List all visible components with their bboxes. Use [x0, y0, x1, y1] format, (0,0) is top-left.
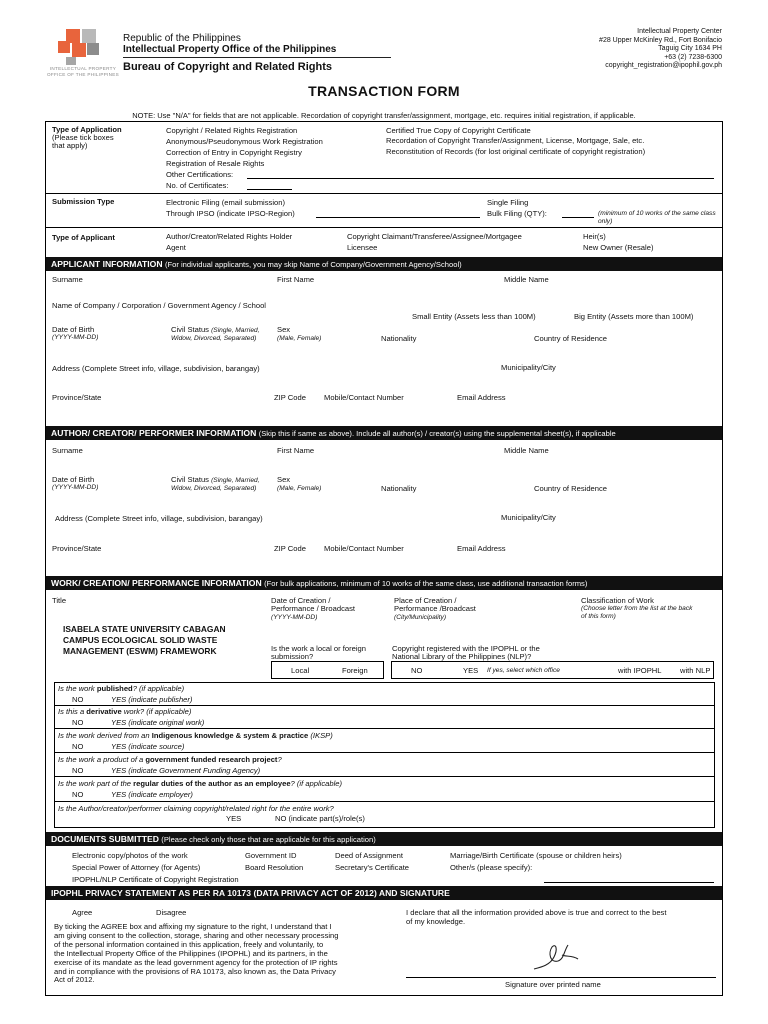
question-government-funded: Is the work a product of a government funded research project? [58, 755, 282, 764]
option-with-ipophl[interactable]: with IPOPHL [618, 666, 662, 675]
iksp-no[interactable]: NO [72, 742, 84, 751]
form-note: NOTE: Use "N/A" for fields that are not applicable. Recordation of copyright transfer/assignment, mortgage, etc. requires initial registration, if applicable. [132, 111, 636, 120]
entire-work-yes[interactable]: YES [226, 814, 242, 823]
author-civil-status: Civil Status (Single, Married, [171, 475, 260, 484]
government-no[interactable]: NO [72, 766, 84, 775]
applicant-middle-name-label: Middle Name [504, 275, 549, 284]
date-of-creation-label: Performance / Broadcast [271, 604, 355, 613]
applicant-sex-label: Sex [277, 325, 291, 334]
question-iksp: Is the work derived from an Indigenous knowledge & system & practice (IKSP) [58, 731, 333, 740]
option-through-ipso[interactable]: Through IPSO (indicate IPSO-Region) [166, 209, 295, 218]
author-civil-opts: Widow, Divorced, Separated) [171, 485, 257, 492]
doc-government-id[interactable]: Government ID [245, 851, 297, 860]
option-single-filing[interactable]: Single Filing [487, 198, 529, 207]
option-resale-rights[interactable]: Registration of Resale Rights [166, 159, 265, 168]
ipso-region-field[interactable] [316, 217, 480, 218]
option-licensee[interactable]: Licensee [347, 243, 378, 252]
date-of-creation-label: Date of Creation / [271, 596, 331, 605]
author-mobile-label: Mobile/Contact Number [324, 544, 404, 553]
applicant-municipality-label: Municipality/City [501, 363, 556, 372]
form-header [0, 0, 768, 110]
org-office: Intellectual Property Office of the Philippines [123, 44, 337, 55]
applicant-email-label: Email Address [457, 393, 506, 402]
author-nationality-label: Nationality [381, 484, 417, 493]
work-info-bar: WORK/ CREATION/ PERFORMANCE INFORMATION (For bulk applications, minimum of 10 works of the same class, use additional transaction forms) [46, 576, 722, 590]
applicant-country-label: Country of Residence [534, 334, 608, 343]
bulk-filing-note: (minimum of 10 works of the same class only) [598, 210, 716, 225]
applicant-province-label: Province/State [52, 393, 102, 402]
author-dob-format: (YYYY-MM-DD) [52, 484, 99, 491]
logo-caption: INTELLECTUAL PROPERTY OFFICE OF THE PHILIPPINES [47, 66, 119, 77]
question-entire-work: Is the Author/creator/performer claiming copyright/related right for the entire work? [58, 804, 334, 813]
registered-question: National Library of the Philippines (NLP)? [392, 652, 532, 661]
no-of-certificates-field[interactable] [247, 189, 292, 190]
question-derivative: Is this a derivative work? (if applicable) [58, 707, 192, 716]
author-first-name-label: First Name [277, 446, 315, 455]
option-author-holder[interactable]: Author/Creator/Related Rights Holder [166, 232, 293, 241]
doc-ipophl-nlp-cert[interactable]: IPOPHL/NLP Certificate of Copyright Registration [72, 875, 239, 884]
applicant-dob-format: (YYYY-MM-DD) [52, 334, 99, 341]
privacy-statement: By ticking the AGREE box and affixing my signature to the right, I understand that I am giving consent to the collection, storage, sharing and other necessary processing of the personal information contained in this application, freely and voluntarily, to the Intellectual Property Office of the Philippines (IPOPHL) and its partners, in the exercise of its mandate as the lead government agency for the protection of IP rights and in compliance with the provisions of RA 10173, also known as, the Data Privacy Act of 2012. [54, 922, 339, 985]
org-republic: Republic of the Philippines [123, 33, 241, 44]
applicant-info-bar: APPLICANT INFORMATION (For individual applicants, you may skip Name of Company/Government Agency/School) [46, 257, 722, 271]
doc-deed-of-assignment[interactable]: Deed of Assignment [335, 851, 403, 860]
classification-hint: (Choose letter from the list at the back [581, 605, 693, 612]
author-email-label: Email Address [457, 544, 506, 553]
option-recordation-transfer[interactable]: Recordation of Copyright Transfer/Assignment, License, Mortgage, Sale, etc. [386, 136, 645, 145]
application-type-hint: that apply) [52, 141, 88, 150]
registered-question: Copyright registered with the IPOPHL or the [392, 644, 540, 653]
application-type-hint: (Please tick boxes [52, 133, 114, 142]
applicant-first-name-label: First Name [277, 275, 315, 284]
option-copyright-registration[interactable]: Copyright / Related Rights Registration [166, 126, 298, 135]
classification-hint: of this form) [581, 613, 616, 620]
applicant-civil-opts: Widow, Divorced, Separated) [171, 335, 257, 342]
local-foreign-question: submission? [271, 652, 314, 661]
author-sex-opts: (Male, Female) [277, 485, 322, 492]
option-agree[interactable]: Agree [72, 908, 93, 917]
doc-electronic-copy[interactable]: Electronic copy/photos of the work [72, 851, 188, 860]
work-title-value[interactable]: ISABELA STATE UNIVERSITY CABAGAN CAMPUS ECOLOGICAL SOLID WASTE MANAGEMENT (ESWM) FRAMEWORK [63, 624, 226, 656]
header-divider [123, 57, 391, 58]
option-electronic-filing[interactable]: Electronic Filing (email submission) [166, 198, 286, 207]
applicant-type-label: Type of Applicant [52, 233, 115, 242]
option-reconstitution[interactable]: Reconstitution of Records (for lost original certificate of copyright registration) [386, 147, 646, 156]
divider [54, 752, 715, 753]
signature-scribble-icon [528, 937, 588, 975]
derivative-no[interactable]: NO [72, 718, 84, 727]
applicant-civil-status: Civil Status (Single, Married, [171, 325, 260, 334]
author-sex-label: Sex [277, 475, 291, 484]
option-small-entity[interactable]: Small Entity (Assets less than 100M) [412, 312, 536, 321]
doc-board-resolution[interactable]: Board Resolution [245, 863, 304, 872]
applicant-surname-label: Surname [52, 275, 83, 284]
option-with-nlp[interactable]: with NLP [680, 666, 711, 675]
date-format: (YYYY-MM-DD) [271, 614, 318, 621]
option-correction-of-entry[interactable]: Correction of Entry in Copyright Registry [166, 148, 302, 157]
office-address: Intellectual Property Center #28 Upper McKinley Rd., Fort Bonifacio Taguig City 1634 PH +63 (2) 7238-6300 copyright_registration@ipophil.gov.ph [599, 28, 722, 70]
published-no[interactable]: NO [72, 695, 84, 704]
signature-label: Signature over printed name [505, 980, 601, 989]
option-registered-no[interactable]: NO [411, 666, 423, 675]
option-agent[interactable]: Agent [166, 243, 186, 252]
iksp-yes[interactable]: YES (indicate source) [111, 742, 185, 751]
option-disagree[interactable]: Disagree [156, 908, 187, 917]
option-foreign[interactable]: Foreign [342, 666, 368, 675]
divider [54, 801, 715, 802]
divider [54, 776, 715, 777]
question-regular-duties: Is the work part of the regular duties of the author as an employee? (if applicable) [58, 779, 343, 788]
doc-marriage-birth-cert[interactable]: Marriage/Birth Certificate (spouse or children heirs) [450, 851, 622, 860]
applicant-sex-opts: (Male, Female) [277, 335, 322, 342]
doc-secretary-certificate[interactable]: Secretary's Certificate [335, 863, 410, 872]
government-yes[interactable]: YES (indicate Government Funding Agency) [111, 766, 261, 775]
form-frame [45, 121, 723, 996]
author-municipality-label: Municipality/City [501, 513, 556, 522]
author-middle-name-label: Middle Name [504, 446, 549, 455]
author-country-label: Country of Residence [534, 484, 608, 493]
applicant-nationality-label: Nationality [381, 334, 417, 343]
no-of-certificates-label: No. of Certificates: [166, 181, 229, 190]
applicant-mobile-label: Mobile/Contact Number [324, 393, 404, 402]
option-claimant[interactable]: Copyright Claimant/Transferee/Assignee/Mortgagee [347, 232, 522, 241]
doc-others[interactable]: Other/s (please specify): [450, 863, 533, 872]
divider [54, 728, 715, 729]
option-registered-yes[interactable]: YES [463, 666, 479, 675]
work-title-label: Title [52, 596, 67, 605]
divider [46, 193, 722, 194]
form-title: TRANSACTION FORM [308, 83, 460, 99]
privacy-bar: IPOPHL PRIVACY STATEMENT AS PER RA 10173 (DATA PRIVACY ACT OF 2012) AND SIGNATURE [46, 886, 722, 900]
bulk-qty-field[interactable] [562, 217, 594, 218]
submission-type-label: Submission Type [52, 197, 115, 206]
derivative-yes[interactable]: YES (indicate original work) [111, 718, 205, 727]
author-info-bar: AUTHOR/ CREATOR/ PERFORMER INFORMATION (Skip this if same as above). Include all author(s) / creator(s) using the supplemental sheet(s), if applicable [46, 426, 722, 440]
option-new-owner[interactable]: New Owner (Resale) [583, 243, 654, 252]
applicant-zip-label: ZIP Code [274, 393, 306, 402]
published-yes[interactable]: YES (indicate publisher) [111, 695, 193, 704]
author-address-label: Address (Complete Street info, village, subdivision, barangay) [55, 514, 263, 523]
divider [46, 227, 722, 228]
divider [54, 705, 715, 706]
entire-work-no[interactable]: NO (indicate part(s)/role(s) [275, 814, 365, 823]
doc-special-power-of-attorney[interactable]: Special Power of Attorney (for Agents) [72, 863, 201, 872]
place-format: (City/Municipality) [394, 614, 447, 621]
local-foreign-question: Is the work a local or foreign [271, 644, 366, 653]
option-bulk-filing[interactable]: Bulk Filing (QTY): [487, 209, 547, 218]
option-big-entity[interactable]: Big Entity (Assets more than 100M) [574, 312, 694, 321]
documents-bar: DOCUMENTS SUBMITTED (Please check only those that are applicable for this application) [46, 832, 722, 846]
declaration: I declare that all the information provided above is true and correct to the best of my knowledge. [406, 908, 667, 926]
option-heirs[interactable]: Heir(s) [583, 232, 606, 241]
signature-line[interactable] [406, 977, 716, 978]
duties-yes[interactable]: YES (indicate employer) [111, 790, 193, 799]
duties-no[interactable]: NO [72, 790, 84, 799]
place-of-creation-label: Place of Creation / [394, 596, 457, 605]
author-zip-label: ZIP Code [274, 544, 306, 553]
registered-hint: If yes, select which office [487, 667, 560, 674]
option-local[interactable]: Local [291, 666, 310, 675]
other-certifications-field[interactable] [247, 178, 714, 179]
application-type-label: Type of Application [52, 125, 122, 134]
applicant-company-label: Name of Company / Corporation / Government Agency / School [52, 301, 266, 310]
option-anonymous-registration[interactable]: Anonymous/Pseudonymous Work Registration [166, 137, 323, 146]
applicant-address-label: Address (Complete Street info, village, subdivision, barangay) [52, 364, 260, 373]
option-other-certifications[interactable]: Other Certifications: [166, 170, 234, 179]
author-province-label: Province/State [52, 544, 102, 553]
author-surname-label: Surname [52, 446, 83, 455]
doc-others-field[interactable] [544, 882, 714, 883]
question-published: Is the work published? (if applicable) [58, 684, 185, 693]
applicant-dob-label: Date of Birth [52, 325, 95, 334]
author-dob-label: Date of Birth [52, 475, 95, 484]
classification-label: Classification of Work [581, 596, 654, 605]
option-certified-true-copy[interactable]: Certified True Copy of Copyright Certificate [386, 126, 531, 135]
place-of-creation-label: Performance /Broadcast [394, 604, 476, 613]
org-bureau: Bureau of Copyright and Related Rights [123, 61, 333, 73]
